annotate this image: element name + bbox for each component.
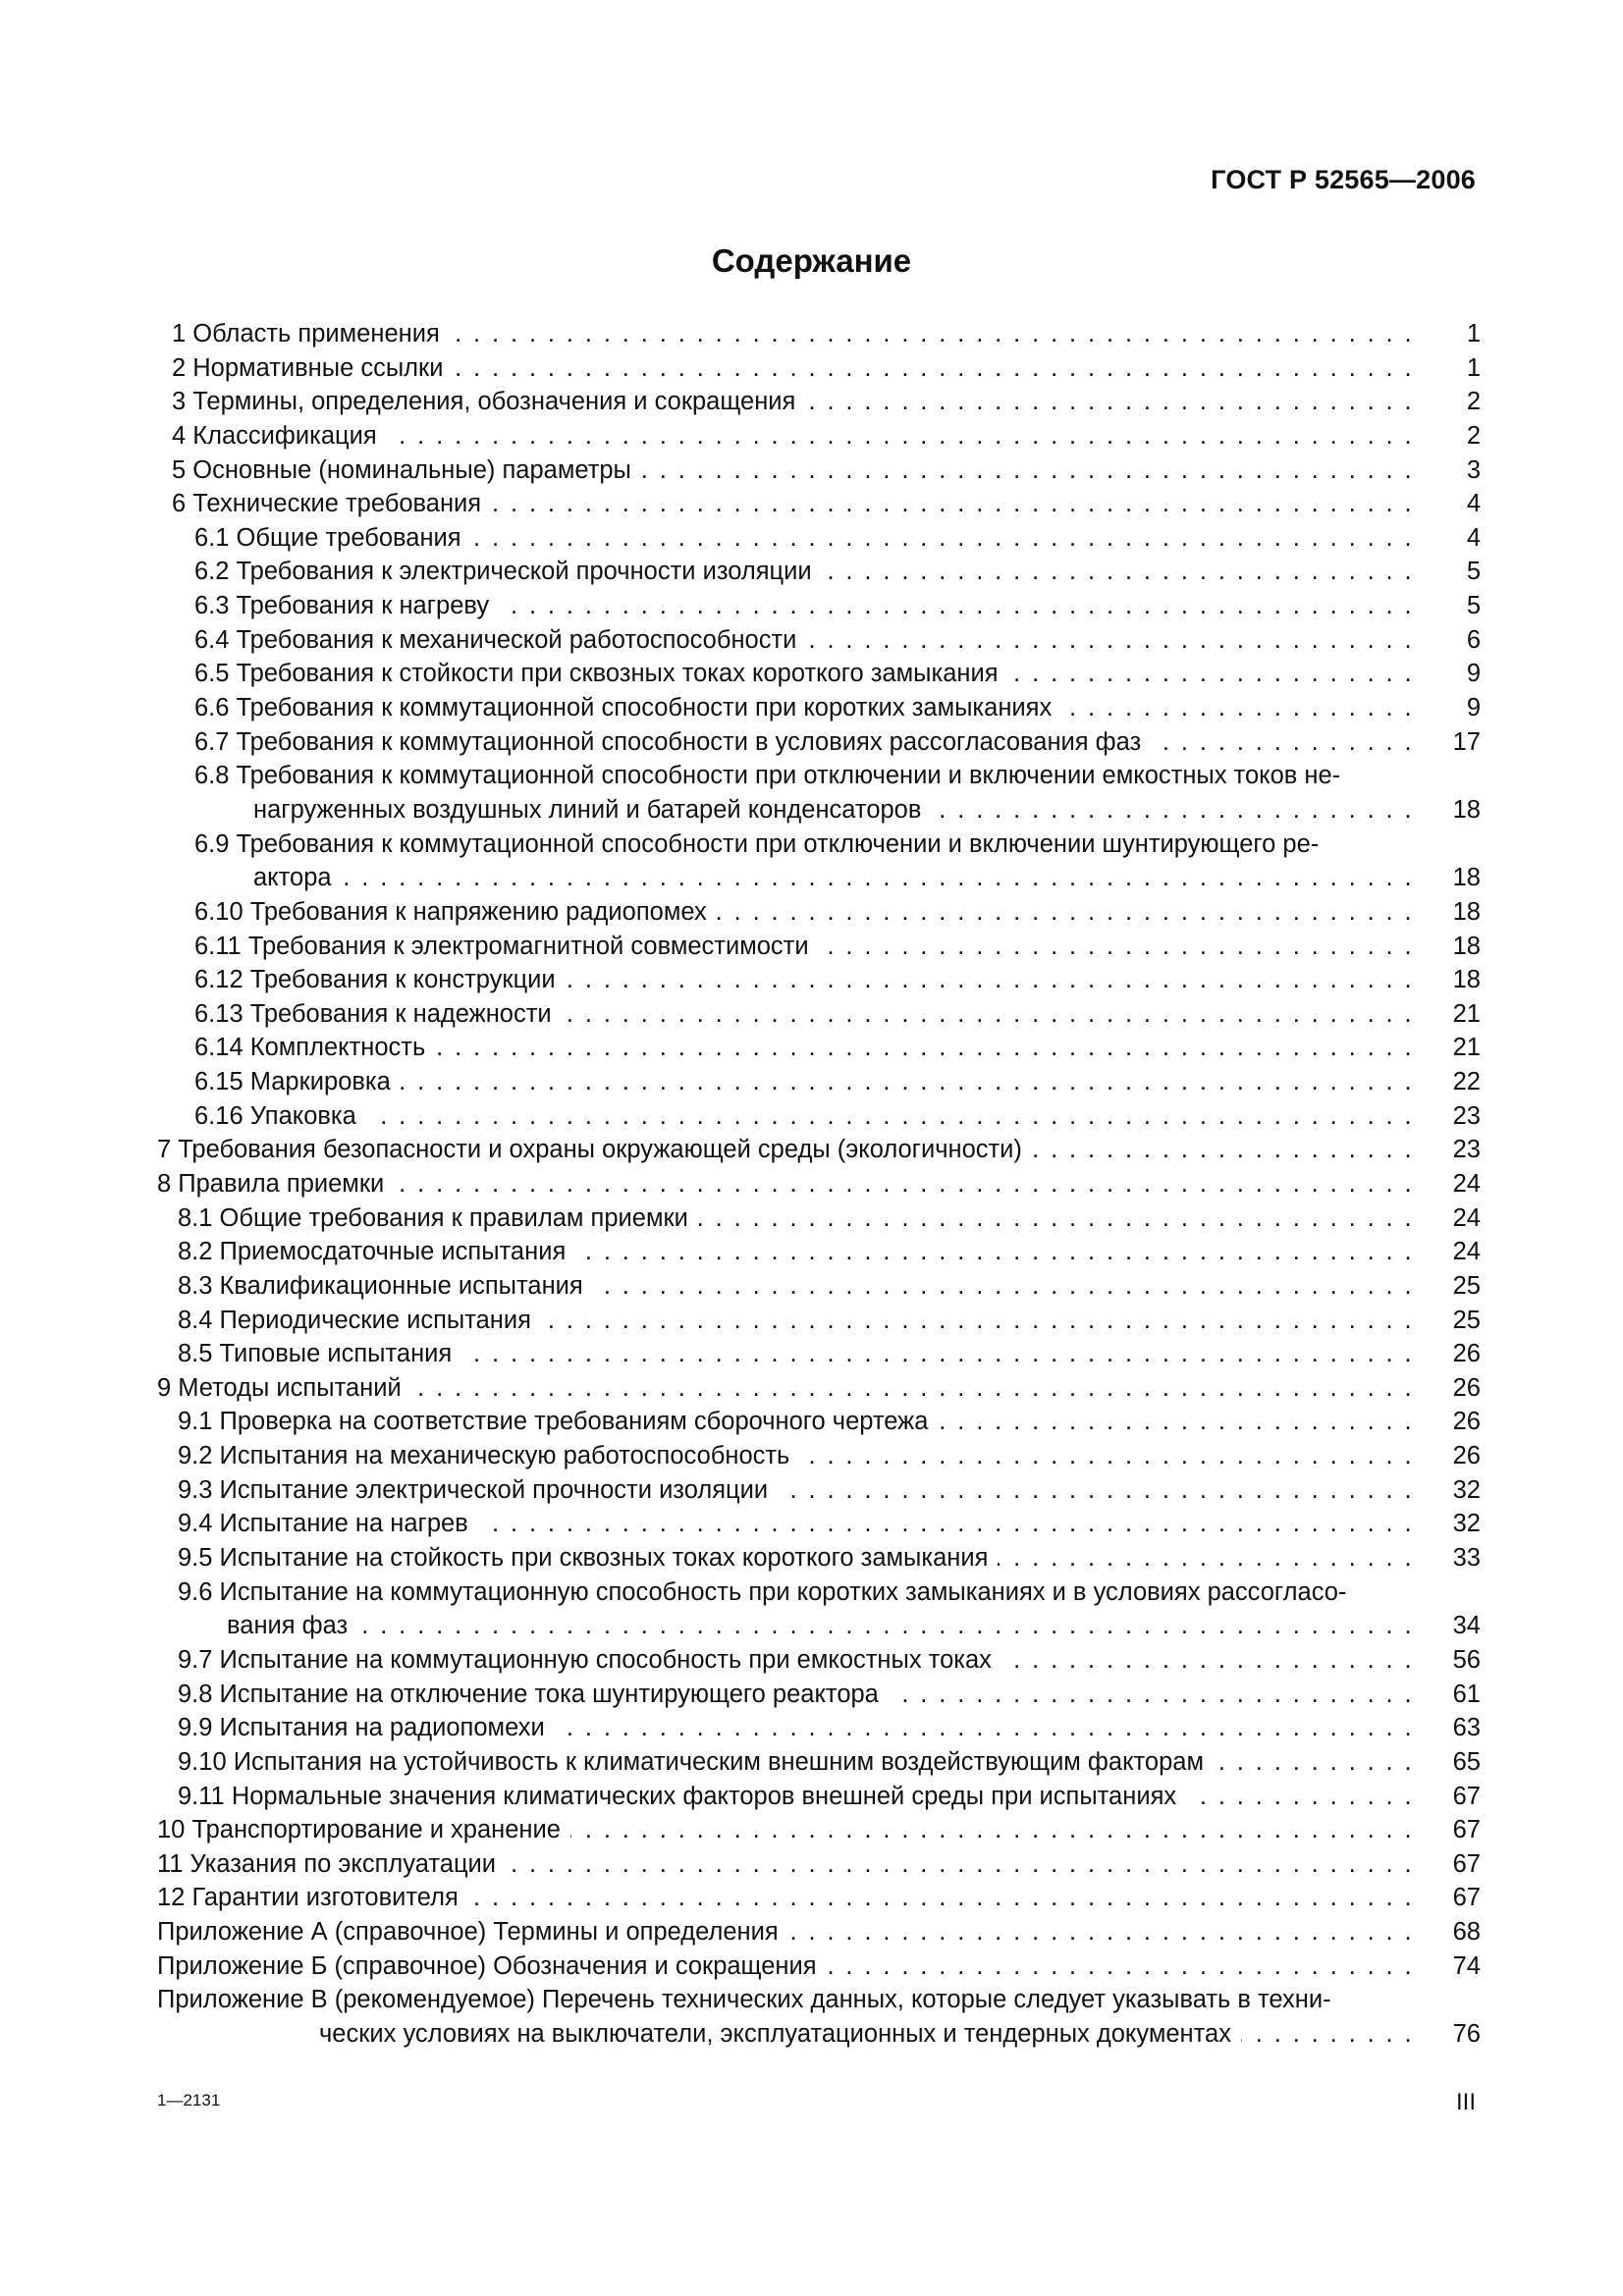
toc-entry-page: 63	[1452, 1714, 1481, 1742]
toc-entry-page: 9	[1466, 660, 1481, 688]
toc-entry-title: 6.5 Требования к стойкости при сквозных токах короткого замыкания	[194, 660, 999, 688]
toc-entry-title: 6.4 Требования к механической работоспособности	[194, 625, 797, 654]
print-code: 1—2131	[157, 2091, 221, 2109]
toc-entry-page: 6	[1466, 625, 1481, 654]
toc-entry[interactable]	[0, 1949, 1623, 1984]
toc-entry-page: 34	[1452, 1612, 1481, 1640]
toc-entry-title: 9.11 Нормальные значения климатических факторов внешней среды при испытаниях	[178, 1782, 1177, 1810]
toc-entry-title: ческих условиях на выключатели, эксплуатационных и тендерных документах	[319, 2020, 1231, 2049]
toc-entry[interactable]	[0, 895, 1623, 930]
toc-entry[interactable]	[0, 1643, 1623, 1678]
toc-leader-dots	[453, 351, 1414, 386]
toc-entry-title: 9.10 Испытания на устойчивость к климатическим внешним воздействующим факторам	[178, 1747, 1205, 1776]
toc-entry[interactable]	[0, 1507, 1623, 1541]
toc-entry-title: 5 Основные (номинальные) параметры	[172, 455, 631, 484]
toc-leader-dots	[1061, 691, 1414, 725]
toc-entry-title: 9.1 Проверка на соответствие требованиям сборочного чертежа	[178, 1408, 929, 1436]
toc-leader-dots	[471, 521, 1414, 556]
toc-entry[interactable]	[0, 691, 1623, 725]
toc-entry-page: 21	[1452, 1034, 1481, 1062]
toc-entry-page: 21	[1452, 999, 1481, 1028]
toc-entry-title: 8.2 Приемосдаточные испытания	[178, 1238, 567, 1266]
toc-entry-page: 26	[1452, 1442, 1481, 1470]
toc-entry-page: 4	[1466, 490, 1481, 518]
toc-entry-title: 8.5 Типовые испытания	[178, 1340, 453, 1368]
toc-leader-dots	[1186, 1780, 1414, 1814]
toc-entry-page: 2	[1466, 388, 1481, 416]
toc-entry-page: 32	[1452, 1510, 1481, 1538]
toc-leader-dots	[461, 1337, 1414, 1371]
toc-entry-page: 18	[1452, 795, 1481, 824]
toc-leader-dots	[1241, 2017, 1414, 2052]
toc-entry[interactable]	[0, 1780, 1623, 1814]
toc-entry-title: 6.10 Требования к напряжению радиопомех	[194, 897, 707, 926]
toc-entry[interactable]	[0, 657, 1623, 691]
toc-leader-dots	[566, 963, 1414, 997]
toc-entry-page: 67	[1452, 1884, 1481, 1912]
toc-leader-dots	[778, 1473, 1414, 1508]
toc-leader-dots	[468, 1881, 1414, 1915]
toc-entry[interactable]	[0, 1167, 1623, 1201]
toc-entry[interactable]	[0, 759, 1623, 793]
toc-leader-dots	[387, 419, 1414, 454]
toc-entry-title: 9.3 Испытание электрической прочности изоляции	[178, 1475, 769, 1504]
toc-entry[interactable]	[0, 1201, 1623, 1236]
toc-leader-dots	[435, 1031, 1414, 1065]
toc-leader-dots	[401, 1065, 1414, 1099]
toc-leader-dots	[491, 487, 1414, 521]
toc-entry-title: 9.7 Испытание на коммутационную способность при емкостных токах	[178, 1645, 992, 1674]
toc-entry-page: 1	[1466, 319, 1481, 347]
toc-leader-dots	[889, 1678, 1414, 1712]
toc-entry-title: 6.1 Общие требования	[194, 523, 461, 552]
toc-entry[interactable]	[0, 385, 1623, 419]
toc-leader-dots	[357, 1609, 1414, 1643]
toc-entry-page: 23	[1452, 1136, 1481, 1164]
toc-entry-page: 26	[1452, 1408, 1481, 1436]
toc-leader-dots	[562, 997, 1414, 1032]
toc-entry-page: 26	[1452, 1373, 1481, 1402]
toc-leader-dots	[555, 1711, 1414, 1745]
toc-entry[interactable]	[0, 351, 1623, 386]
toc-leader-dots	[806, 623, 1414, 658]
toc-entry-title: 9.8 Испытание на отключение тока шунтирующего реактора	[178, 1680, 879, 1708]
toc-entry-title: 12 Гарантии изготовителя	[157, 1884, 459, 1912]
toc-entry-page: 25	[1452, 1271, 1481, 1300]
toc-entry-page: 5	[1466, 592, 1481, 620]
toc-leader-dots	[805, 385, 1414, 419]
toc-entry-title: нагруженных воздушных линий и батарей конденсаторов	[253, 795, 922, 824]
toc-entry-title: 4 Классификация	[172, 421, 377, 450]
toc-entry[interactable]	[0, 1881, 1623, 1915]
toc-entry-page: 76	[1452, 2020, 1481, 2049]
toc-leader-dots	[1001, 1643, 1414, 1678]
toc-leader-dots	[1008, 657, 1414, 691]
toc-entry[interactable]	[0, 521, 1623, 556]
toc-entry[interactable]	[0, 1065, 1623, 1099]
toc-entry-title: 6.8 Требования к коммутационной способности при отключении и включении емкостных токов не-	[194, 762, 1341, 790]
toc-entry-title: 6.15 Маркировка	[194, 1068, 391, 1096]
toc-leader-dots	[822, 555, 1414, 589]
toc-entry[interactable]	[0, 555, 1623, 589]
toc-entry[interactable]	[0, 1609, 1623, 1643]
toc-leader-dots	[819, 930, 1414, 964]
toc-entry-title: 9.4 Испытание на нагрев	[178, 1510, 468, 1538]
toc-entry[interactable]	[0, 1371, 1623, 1406]
toc-leader-dots	[1214, 1745, 1414, 1780]
toc-entry-page: 23	[1452, 1101, 1481, 1130]
toc-entry-title: 6.2 Требования к электрической прочности изоляции	[194, 558, 812, 586]
toc-entry-page: 74	[1452, 1951, 1481, 1980]
toc-entry-page: 4	[1466, 523, 1481, 552]
toc-entry-title: 8.1 Общие требования к правилам приемки	[178, 1203, 688, 1232]
toc-entry-title: 8.3 Квалификационные испытания	[178, 1271, 583, 1300]
toc-entry-title: вания фаз	[227, 1612, 349, 1640]
toc-entry-title: 6.13 Требования к надежности	[194, 999, 552, 1028]
toc-leader-dots	[366, 1099, 1414, 1134]
toc-entry-title: 8.4 Периодические испытания	[178, 1306, 531, 1334]
toc-entry[interactable]	[0, 793, 1623, 828]
toc-entry-page: 18	[1452, 932, 1481, 960]
toc-entry-title: 6 Технические требования	[172, 490, 482, 518]
toc-entry[interactable]	[0, 930, 1623, 964]
toc-entry-title: 11 Указания по эксплуатации	[157, 1849, 497, 1878]
toc-entry-page: 24	[1452, 1203, 1481, 1232]
toc-entry-title: Приложение А (справочное) Термины и определения	[157, 1918, 779, 1947]
toc-entry-page: 9	[1466, 694, 1481, 722]
toc-entry-page: 22	[1452, 1068, 1481, 1096]
document-id: ГОСТ Р 52565—2006	[1211, 165, 1476, 194]
toc-entry-title: 9.6 Испытание на коммутационную способность при коротких замыканиях и в условиях рассогласо-	[178, 1577, 1347, 1606]
toc-leader-dots	[411, 1371, 1414, 1406]
toc-entry[interactable]	[0, 1269, 1623, 1304]
toc-entry-title: 6.14 Комплектность	[194, 1034, 426, 1062]
toc-entry[interactable]	[0, 861, 1623, 895]
toc-entry[interactable]	[0, 419, 1623, 454]
toc-entry-page: 65	[1452, 1747, 1481, 1776]
toc-entry-page: 67	[1452, 1782, 1481, 1810]
toc-entry[interactable]	[0, 623, 1623, 658]
toc-leader-dots	[575, 1235, 1414, 1269]
toc-leader-dots	[1151, 725, 1414, 760]
toc-entry[interactable]	[0, 725, 1623, 760]
toc-entry-page: 56	[1452, 1645, 1481, 1674]
toc-entry[interactable]	[0, 2017, 1623, 2052]
toc-leader-dots	[506, 1847, 1414, 1882]
toc-entry[interactable]	[0, 1541, 1623, 1575]
toc-entry[interactable]	[0, 1915, 1623, 1949]
toc-leader-dots	[478, 1507, 1414, 1541]
toc-leader-dots	[499, 589, 1414, 623]
toc-leader-dots	[998, 1541, 1414, 1575]
toc-entry[interactable]	[0, 1031, 1623, 1065]
toc-entry-title: 7 Требования безопасности и охраны окружающей среды (экологичности)	[157, 1136, 1022, 1164]
toc-entry[interactable]	[0, 1099, 1623, 1134]
toc-entry[interactable]	[0, 963, 1623, 997]
toc-entry[interactable]	[0, 1745, 1623, 1780]
toc-entry[interactable]	[0, 589, 1623, 623]
toc-entry-page: 61	[1452, 1680, 1481, 1708]
toc-entry-page: 25	[1452, 1306, 1481, 1334]
toc-leader-dots	[570, 1813, 1414, 1847]
toc-entry-title: 2 Нормативные ссылки	[172, 353, 444, 382]
toc-entry[interactable]	[0, 454, 1623, 488]
toc-leader-dots	[1032, 1133, 1414, 1167]
toc-entry-page: 24	[1452, 1238, 1481, 1266]
toc-entry-title: 6.11 Требования к электромагнитной совместимости	[194, 932, 809, 960]
toc-entry-page: 1	[1466, 353, 1481, 382]
toc-entry[interactable]	[0, 1847, 1623, 1882]
toc-leader-dots	[450, 317, 1414, 351]
toc-leader-dots	[541, 1304, 1414, 1338]
toc-leader-dots	[717, 895, 1414, 930]
toc-leader-dots	[342, 861, 1414, 895]
toc-leader-dots	[698, 1201, 1414, 1236]
toc-entry-page: 18	[1452, 897, 1481, 926]
toc-leader-dots	[931, 793, 1414, 828]
toc-entry[interactable]	[0, 1575, 1623, 1610]
toc-entry-title: 9.9 Испытания на радиопомехи	[178, 1714, 545, 1742]
toc-entry[interactable]	[0, 1711, 1623, 1745]
toc-entry[interactable]	[0, 997, 1623, 1032]
toc-entry-page: 17	[1452, 727, 1481, 756]
toc-entry[interactable]	[0, 1439, 1623, 1473]
toc-entry-title: 6.6 Требования к коммутационной способности при коротких замыканиях	[194, 694, 1053, 722]
toc-entry[interactable]	[0, 1406, 1623, 1440]
toc-entry-page: 32	[1452, 1475, 1481, 1504]
toc-entry[interactable]	[0, 1235, 1623, 1269]
toc-entry[interactable]	[0, 1133, 1623, 1167]
toc-entry[interactable]	[0, 828, 1623, 862]
toc-entry-page: 67	[1452, 1849, 1481, 1878]
toc-entry[interactable]	[0, 1473, 1623, 1508]
toc-entry-page: 2	[1466, 421, 1481, 450]
toc-entry-title: актора	[253, 864, 332, 892]
toc-entry-title: 1 Область применения	[172, 319, 440, 347]
toc-leader-dots	[394, 1167, 1414, 1201]
toc-entry-title: Приложение Б (справочное) Обозначения и сокращения	[157, 1951, 817, 1980]
page-number: III	[1455, 2089, 1476, 2115]
toc-entry[interactable]	[0, 487, 1623, 521]
toc-entry-page: 18	[1452, 864, 1481, 892]
toc-entry-page: 3	[1466, 455, 1481, 484]
toc-entry[interactable]	[0, 1337, 1623, 1371]
toc-entry-page: 18	[1452, 966, 1481, 994]
toc-entry-title: 6.9 Требования к коммутационной способности при отключении и включении шунтирующего ре-	[194, 829, 1320, 858]
toc-entry[interactable]	[0, 1678, 1623, 1712]
toc-leader-dots	[799, 1439, 1414, 1473]
toc-entry[interactable]	[0, 1983, 1623, 2017]
toc-entry-title: 10 Транспортирование и хранение	[157, 1816, 561, 1844]
page-title: Содержание	[711, 242, 912, 279]
toc-leader-dots	[641, 454, 1414, 488]
toc-entry-title: 3 Термины, определения, обозначения и сокращения	[172, 388, 796, 416]
toc-entry-title: 8 Правила приемки	[157, 1170, 385, 1198]
toc-entry-title: 6.16 Упаковка	[194, 1101, 356, 1130]
toc-leader-dots	[827, 1949, 1414, 1984]
toc-entry-title: Приложение В (рекомендуемое) Перечень технических данных, которые следует указывать в техни-	[157, 1986, 1331, 2014]
toc-entry-title: 9.2 Испытания на механическую работоспособность	[178, 1442, 790, 1470]
toc-leader-dots	[788, 1915, 1414, 1949]
table-of-contents	[0, 317, 1623, 2052]
toc-leader-dots	[593, 1269, 1414, 1304]
toc-entry-page: 24	[1452, 1170, 1481, 1198]
toc-entry-page: 33	[1452, 1544, 1481, 1573]
toc-entry-page: 68	[1452, 1918, 1481, 1947]
toc-entry-page: 5	[1466, 558, 1481, 586]
toc-entry-title: 6.3 Требования к нагреву	[194, 592, 490, 620]
toc-entry-title: 9 Методы испытаний	[157, 1373, 402, 1402]
toc-entry-title: 6.7 Требования к коммутационной способности в условиях рассогласования фаз	[194, 727, 1142, 756]
toc-entry-title: 6.12 Требования к конструкции	[194, 966, 556, 994]
toc-entry[interactable]	[0, 1304, 1623, 1338]
toc-entry[interactable]	[0, 317, 1623, 351]
toc-entry-page: 67	[1452, 1816, 1481, 1844]
toc-leader-dots	[938, 1406, 1414, 1440]
toc-entry-title: 9.5 Испытание на стойкость при сквозных токах короткого замыкания	[178, 1544, 989, 1573]
toc-entry-page: 26	[1452, 1340, 1481, 1368]
toc-entry[interactable]	[0, 1813, 1623, 1847]
